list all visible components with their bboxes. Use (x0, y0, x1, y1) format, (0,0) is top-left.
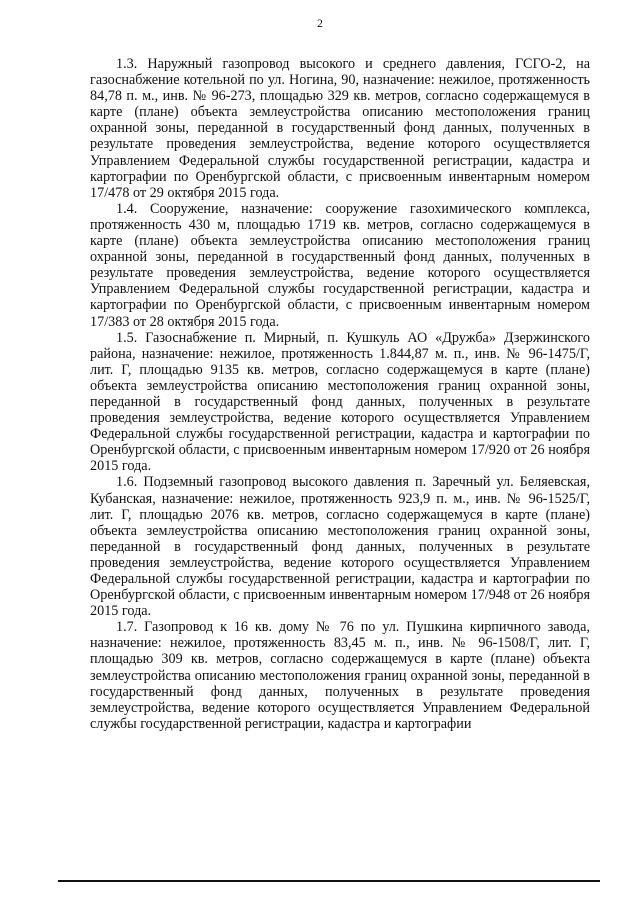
paragraph-1-6: 1.6. Подземный газопровод высокого давления п. Заречный ул. Беляевская, Кубанская, назначение: нежилое, протяженность 923,9 п. м., инв. № 96-1525/Г, лит. Г, площадью 2076 кв. метров, согласно содержащемуся в карте (плане) объекта землеустройства описанию местоположения границ охранной зоны, переданной в государственный фонд данных, полученных в результате проведения землеустройства, ведение которого осуществляется Управлением Федеральной службы государственной регистрации, кадастра и картографии по Оренбургской области, с присвоенным инвентарным номером 17/948 от 26 ноября 2015 года. (90, 474, 590, 620)
document-body (90, 56, 590, 732)
paragraph-1-5: 1.5. Газоснабжение п. Мирный, п. Кушкуль АО «Дружба» Дзержинского района, назначение: нежилое, протяженность 1.844,87 м. п., инв. № 96-1475/Г, лит. Г, площадью 9135 кв. метров, согласно содержащемуся в карте (плане) объекта землеустройства описанию местоположения границ охранной зоны, переданной в государственный фонд данных, полученных в результате проведения землеустройства, ведение которого осуществляется Управлением Федеральной службы государственной регистрации, кадастра и картографии по Оренбургской области, с присвоенным инвентарным номером 17/920 от 26 ноября 2015 года. (90, 329, 590, 475)
bottom-rule (58, 880, 600, 882)
page-number: 2 (317, 18, 323, 30)
paragraph-1-3: 1.3. Наружный газопровод высокого и среднего давления, ГСГО-2, на газоснабжение котельной по ул. Ногина, 90, назначение: нежилое, протяженность 84,78 п. м., инв. № 96-273, площадью 329 кв. метров, согласно содержащемуся в карте (плане) объекта землеустройства описанию местоположения границ охранной зоны, переданной в государственный фонд данных, полученных в результате проведения землеустройства, ведение которого осуществляется Управлением Федеральной службы государственной регистрации, кадастра и картографии по Оренбургской области, с присвоенным инвентарным номером 17/478 от 29 октября 2015 года. (90, 56, 590, 201)
paragraph-1-4: 1.4. Сооружение, назначение: сооружение газохимического комплекса, протяженность 430 м, площадью 1719 кв. метров, согласно содержащемуся в карте (плане) объекта землеустройства описанию местоположения границ охранной зоны, переданной в государственный фонд данных, полученных в результате проведения землеустройства, ведение которого осуществляется Управлением Федеральной службы государственной регистрации, кадастра и картографии по Оренбургской области, с присвоенным инвентарным номером 17/383 от 28 октября 2015 года. (90, 200, 590, 330)
paragraph-1-7: 1.7. Газопровод к 16 кв. дому № 76 по ул. Пушкина кирпичного завода, назначение: нежилое, протяженность 83,45 м. п., инв. № 96-1508/Г, лит. Г, площадью 309 кв. метров, согласно содержащемуся в карте (плане) объекта землеустройства описанию местоположения границ охранной зоны, переданной в государственный фонд данных, полученных в результате проведения землеустройства, ведение которого осуществляется Управлением Федеральной службы государственной регистрации, кадастра и картографии (90, 619, 590, 732)
